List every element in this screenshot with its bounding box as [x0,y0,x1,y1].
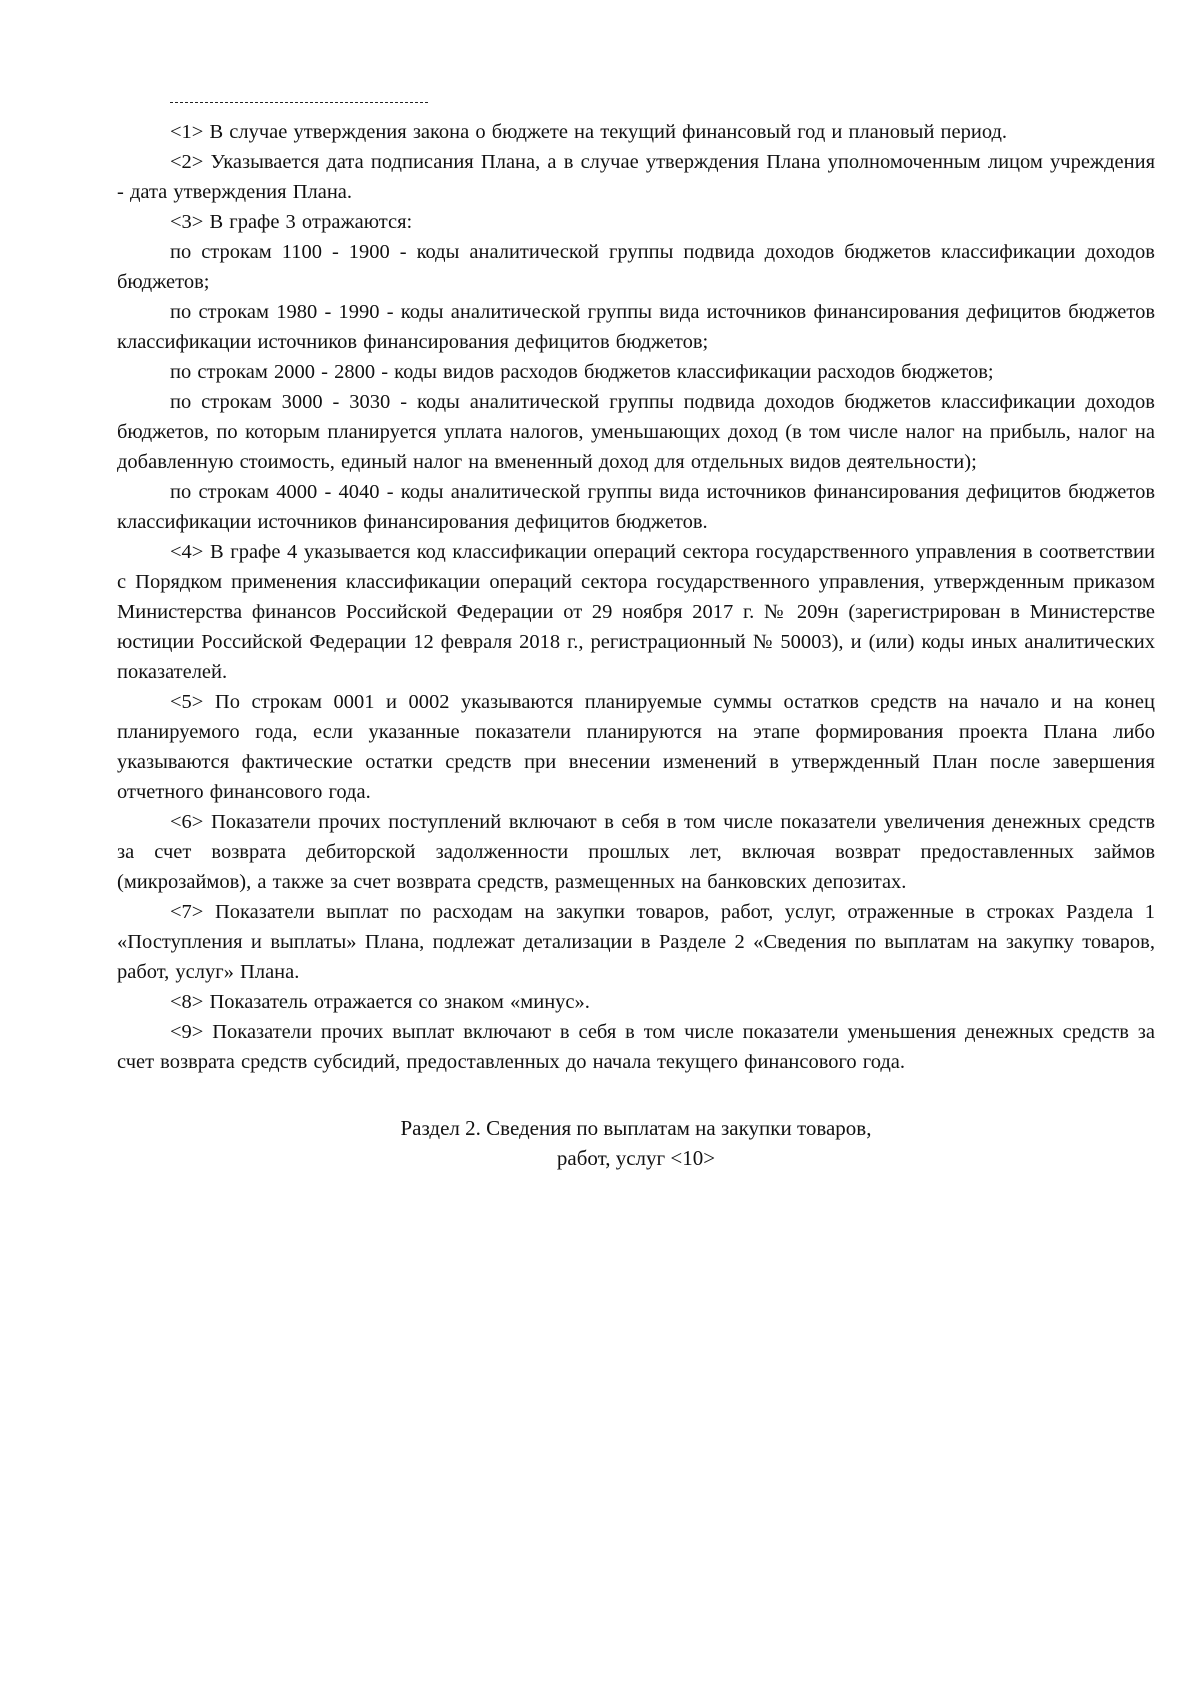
section-title-line-1: Раздел 2. Сведения по выплатам на закупки товаров, [400,1116,872,1140]
section-2-title [117,1113,1155,1173]
footnote-3: <3> В графе 3 отражаются: [170,211,413,233]
footnote-9: <9> Показатели прочих выплат включают в себя в том числе показатели уменьшения денежных средств за счет возврата средств субсидий, предоставленных до начала текущего финансового года. [117,1021,1155,1073]
footnote-6: <6> Показатели прочих поступлений включают в себя в том числе показатели увеличения денежных средств за счет возврата дебиторской задолженности прошлых лет, включая возврат предоставленных займов (микрозаймов), а также за счет возврата средств, размещенных на банковских депозитах. [117,811,1155,893]
footnote-3-rows-1100-1900: по строкам 1100 - 1900 - коды аналитической группы подвида доходов бюджетов классификации доходов бюджетов; [117,241,1155,293]
section-title-line-2: работ, услуг <10> [556,1146,716,1170]
footnote-1: <1> В случае утверждения закона о бюджете на текущий финансовый год и плановый период. [170,121,1008,143]
footnote-3-rows-4000-4040: по строкам 4000 - 4040 - коды аналитической группы вида источников финансирования дефицитов бюджетов классификации источников финансирования дефицитов бюджетов. [117,481,1155,533]
document-page [117,96,1155,1173]
footnote-separator [170,102,428,103]
footnote-3-rows-1980-1990: по строкам 1980 - 1990 - коды аналитической группы вида источников финансирования дефицитов бюджетов классификации источников финансирования дефицитов бюджетов; [117,301,1155,353]
footnote-7: <7> Показатели выплат по расходам на закупки товаров, работ, услуг, отраженные в строках Раздела 1 «Поступления и выплаты» Плана, подлежат детализации в Разделе 2 «Сведения по выплатам на закупку товаров, работ, услуг» Плана. [117,901,1155,983]
footnote-8: <8> Показатель отражается со знаком «минус». [170,991,590,1013]
footnote-3-rows-2000-2800: по строкам 2000 - 2800 - коды видов расходов бюджетов классификации расходов бюджетов; [170,361,994,383]
footnote-3-rows-3000-3030: по строкам 3000 - 3030 - коды аналитической группы подвида доходов бюджетов классификации доходов бюджетов, по которым планируется уплата налогов, уменьшающих доход (в том числе налог на прибыль, налог на добавленную стоимость, единый налог на вмененный доход для отдельных видов деятельности); [117,391,1155,473]
footnote-2: <2> Указывается дата подписания Плана, а в случае утверждения Плана уполномоченным лицом учреждения - дата утверждения Плана. [117,151,1155,203]
footnote-4: <4> В графе 4 указывается код классификации операций сектора государственного управления в соответствии с Порядком применения классификации операций сектора государственного управления, утвержденным приказом Министерства финансов Российской Федерации от 29 ноября 2017 г. № 209н (зарегистрирован в Министерстве юстиции Российской Федерации 12 февраля 2018 г., регистрационный № 50003), и (или) коды иных аналитических показателей. [117,541,1155,683]
footnote-5: <5> По строкам 0001 и 0002 указываются планируемые суммы остатков средств на начало и на конец планируемого года, если указанные показатели планируются на этапе формирования проекта Плана либо указываются фактические остатки средств при внесении изменений в утвержденный План после завершения отчетного финансового года. [117,691,1155,803]
